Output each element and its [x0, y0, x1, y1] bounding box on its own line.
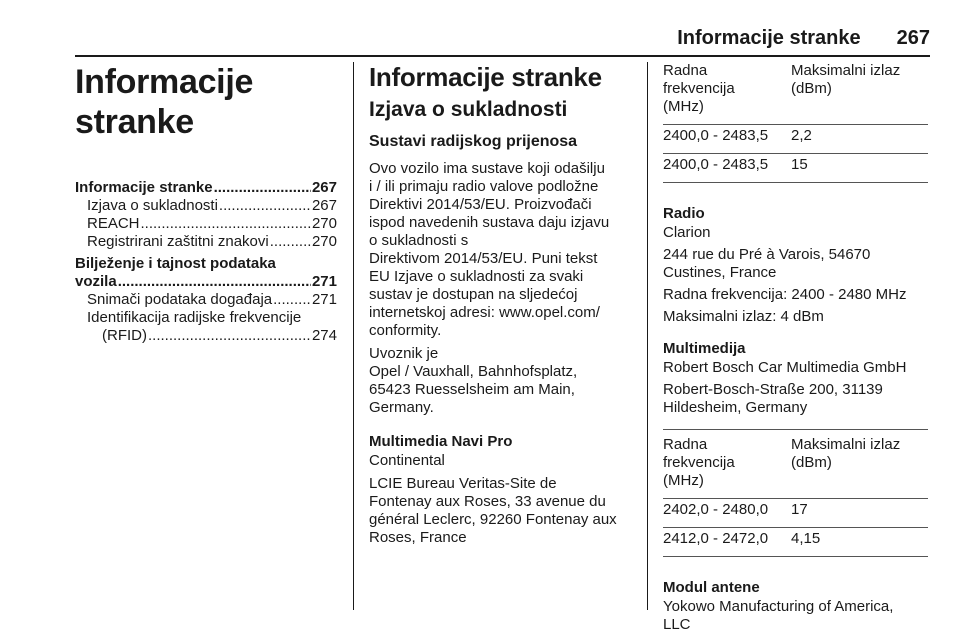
importer-paragraph: Uvoznik je Opel / Vauxhall, Bahnhofsplatz, 65423 Ruesselsheim am Main, Germany. — [369, 345, 578, 416]
toc-entry[interactable]: Snimači podataka događaja ..... 271 — [75, 291, 337, 309]
toc-group-2 — [75, 255, 337, 345]
section-title: Informacije stranke — [369, 62, 602, 92]
toc-entry[interactable]: Informacije stranke ..... 267 — [75, 179, 337, 197]
multimedia-address: Robert-Bosch-Straße 200, 31139 Hildesheim, Germany — [663, 381, 883, 416]
antenna-maker: Yokowo Manufacturing of America, LLC — [663, 598, 894, 633]
frequency-table-1 — [663, 62, 928, 189]
table-header-cell: Radna frekvencija (MHz) — [663, 430, 791, 499]
toc-entry-line[interactable]: Bilježenje i tajnost podataka — [75, 255, 276, 272]
radio-maker: Clarion — [663, 224, 711, 241]
table-row: 2412,0 - 2472,0 4,15 — [663, 528, 928, 557]
column-divider-2 — [647, 62, 648, 610]
subsubsection-title: Sustavi radijskog prijenosa — [369, 133, 578, 150]
chapter-title: Informacije stranke — [75, 63, 254, 141]
table-header-cell: Maksimalni izlaz (dBm) — [791, 430, 928, 499]
table-header-row — [663, 430, 928, 499]
radio-address: 244 rue du Pré à Varois, 54670 Custines, France — [663, 246, 871, 281]
right-column — [663, 62, 928, 638]
antenna-heading: Modul antene — [663, 579, 760, 596]
subsection-title: Izjava o sukladnosti — [369, 98, 568, 121]
navi-address: LCIE Bureau Veritas-Site de Fontenay aux Roses, 33 avenue du général Leclerc, 92260 Fontenay aux Roses, France — [369, 475, 617, 546]
header-rule — [75, 55, 930, 57]
table-header-cell: Maksimalni izlaz (dBm) — [791, 62, 901, 97]
toc-entry-line[interactable]: Identifikacija radijske frekvencije — [87, 309, 302, 326]
navi-heading: Multimedia Navi Pro — [369, 433, 513, 450]
intro-paragraph: Ovo vozilo ima sustave koji odašilju i / ili primaju radio valove podložne Direktivi 2014/53/EU. Proizvođači ispod navedenih sustava daju izjavu o sukladnosti s Direktivom 2014/53/EU. Puni tekst EU Izjave o sukladnosti za svaki sustav je dostupan na sljedećoj internetskoj adresi: www.opel.com/ conformity. — [369, 160, 610, 339]
running-header-title: Informacije stranke — [677, 27, 861, 49]
main-column — [369, 62, 633, 552]
chapter-toc — [75, 62, 337, 349]
column-divider-1 — [353, 62, 354, 610]
toc-group-1 — [75, 179, 337, 251]
toc-entry[interactable]: Registrirani zaštitni znakovi ..... 270 — [75, 233, 337, 251]
table-header-row — [663, 62, 928, 125]
radio-power: Maksimalni izlaz: 4 dBm — [663, 308, 824, 325]
table-row: 2400,0 - 2483,5 15 — [663, 154, 928, 183]
radio-frequency: Radna frekvencija: 2400 - 2480 MHz — [663, 286, 907, 303]
toc-entry[interactable]: REACH ..... 270 — [75, 215, 337, 233]
radio-heading: Radio — [663, 205, 705, 222]
multimedia-heading: Multimedija — [663, 340, 746, 357]
page-number: 267 — [896, 27, 930, 49]
running-header — [677, 27, 930, 50]
table-row: 2402,0 - 2480,0 17 — [663, 499, 928, 528]
toc-entry[interactable]: (RFID) ..... 274 — [75, 327, 337, 345]
navi-maker: Continental — [369, 452, 445, 469]
multimedia-maker: Robert Bosch Car Multimedia GmbH — [663, 359, 907, 376]
toc-entry[interactable]: vozila ..... 271 — [75, 273, 337, 291]
toc-entry[interactable]: Izjava o sukladnosti ..... 267 — [75, 197, 337, 215]
table-header-cell: Radna frekvencija (MHz) — [663, 62, 735, 115]
table-row: 2400,0 - 2483,5 2,2 — [663, 125, 928, 154]
frequency-table-2 — [663, 429, 928, 563]
